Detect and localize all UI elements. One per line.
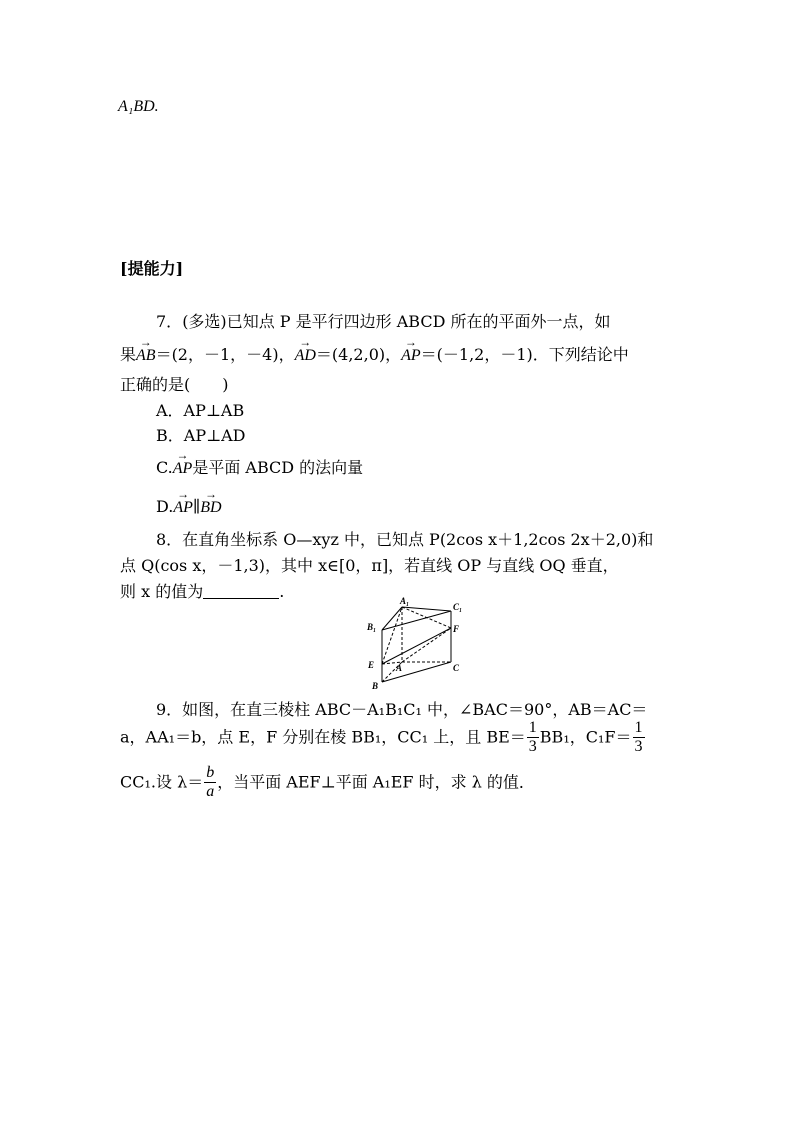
label-b1: B₁ <box>367 622 377 632</box>
vector-bd: → BD <box>200 499 221 517</box>
q7-line2 <box>120 342 629 365</box>
q7-option-c <box>156 455 363 478</box>
fraction-one-third-2 <box>633 719 645 756</box>
label-f: F <box>453 624 460 634</box>
label-b: B <box>372 681 379 691</box>
top-fragment: A₁BD. <box>118 98 159 115</box>
lambda-numerator: b <box>206 764 215 781</box>
vector-ap-c: → AP <box>173 460 193 478</box>
q7-option-a: A．AP⊥AB <box>156 401 245 420</box>
fraction-numerator: 1 <box>528 719 537 736</box>
q7-option-d-prefix: D. <box>156 497 174 516</box>
q9-line3-b: ，当平面 AEF⊥平面 A₁EF 时，求 λ 的值． <box>217 772 535 792</box>
label-e: E <box>368 660 375 670</box>
q8-line1: 8．在直角坐标系 O—xyz 中，已知点 P(2cos x＋1,2cos 2x＋2,0)和 <box>156 530 654 549</box>
q9-line3 <box>120 764 535 801</box>
q7-stem: 已知点 P 是平行四边形 ABCD 所在的平面外一点，如 <box>226 312 611 331</box>
label-c1: C₁ <box>453 602 463 612</box>
q7-number: 7． <box>156 312 183 331</box>
fraction-denominator: 3 <box>528 738 537 755</box>
label-a1: A₁ <box>400 596 410 606</box>
q8-line3 <box>120 579 284 602</box>
label-c: C <box>453 663 460 673</box>
fraction-numerator: 1 <box>634 719 643 736</box>
q7-line3: 正确的是( ) <box>120 375 229 394</box>
q7-option-c-text: 是平面 ABCD 的法向量 <box>192 458 364 477</box>
fraction-lambda <box>204 764 216 801</box>
vector-ap-value: ＝(－1,2，－1)．下列结论中 <box>420 345 629 364</box>
q7-stem2-prefix: 果 <box>120 345 137 364</box>
vector-ap: → AP <box>401 347 421 365</box>
q9-line3-a: CC₁.设 λ＝ <box>120 772 204 792</box>
vector-ap-d: → AP <box>173 499 193 517</box>
q7-option-b: B．AP⊥AD <box>156 426 246 445</box>
q7-line1 <box>156 309 610 332</box>
vector-ad: → AD <box>295 347 316 365</box>
prism-figure <box>362 594 472 692</box>
label-a: A <box>396 663 403 673</box>
q9-line2-b: BB₁，C₁F＝ <box>539 727 632 747</box>
q9-line2 <box>120 719 646 756</box>
vector-ab: → AB <box>136 347 156 365</box>
answer-blank <box>203 584 279 599</box>
parallel-symbol: ∥ <box>192 497 201 516</box>
fraction-denominator: 3 <box>634 738 643 755</box>
q7-option-c-prefix: C. <box>156 458 173 477</box>
q8-line3-prefix: 则 x 的值为 <box>120 582 204 601</box>
vector-ad-value: ＝(4,2,0)， <box>315 345 402 364</box>
fraction-one-third <box>527 719 539 756</box>
q9-line1: 9．如图，在直三棱柱 ABC－A₁B₁C₁ 中，∠BAC＝90°，AB＝AC＝ <box>156 700 648 719</box>
q8-line2: 点 Q(cos x，－1,3)，其中 x∈[0，π]，若直线 OP 与直线 OQ 垂直， <box>120 556 619 575</box>
q7-option-d <box>156 497 222 517</box>
q8-line3-suffix: . <box>279 582 285 601</box>
section-title: [提能力] <box>120 259 184 278</box>
q9-line2-a: a，AA₁＝b，点 E，F 分别在棱 BB₁，CC₁ 上，且 BE＝ <box>120 727 526 747</box>
q7-tag: (多选) <box>182 312 227 331</box>
lambda-denominator: a <box>206 783 215 800</box>
vector-ab-value: ＝(2，－1，－4)， <box>155 345 295 364</box>
